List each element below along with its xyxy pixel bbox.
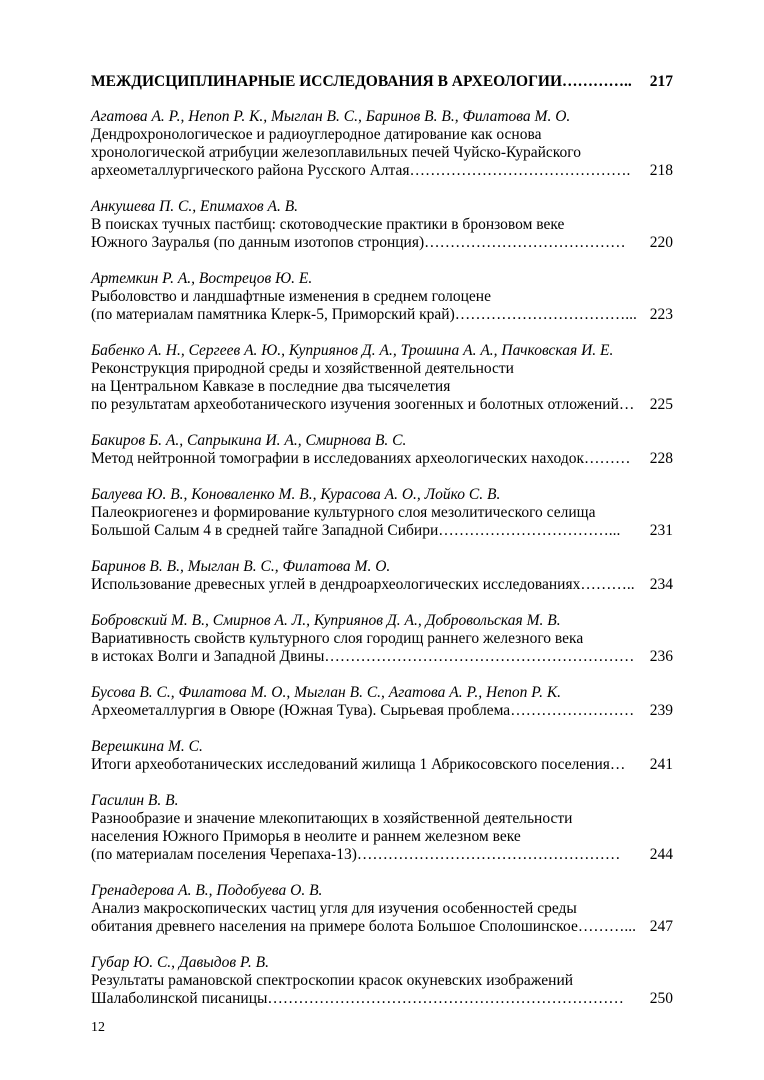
toc-entry [91, 882, 673, 936]
toc-entry [91, 738, 673, 774]
entry-page-number: 239 [649, 702, 673, 719]
entry-title-line: Результаты рамановской спектроскопии красок окуневских изображений [91, 972, 574, 989]
entry-authors: Агатова А. Р., Непоп Р. К., Мыглан В. С., Баринов В. В., Филатова М. О. [91, 108, 571, 125]
toc-entry [91, 792, 673, 864]
entry-authors: Баринов В. В., Мыглан В. С., Филатова М. О. [91, 558, 391, 575]
entry-page-number: 234 [649, 576, 673, 593]
entry-page-number: 247 [649, 918, 673, 935]
entry-title-line: на Центральном Кавказе в последние два тысячелетия [91, 378, 451, 395]
entry-authors: Гренадерова А. В., Подобуева О. В. [91, 882, 323, 899]
entry-title-line: Анализ макроскопических частиц угля для изучения особенностей среды [91, 900, 577, 917]
entry-authors: Гасилин В. В. [91, 792, 179, 809]
section-title: МЕЖДИСЦИПЛИНАРНЫЕ ИССЛЕДОВАНИЯ В АРХЕОЛОГИИ………….. [91, 73, 632, 90]
toc-entry [91, 486, 673, 540]
footer-page-number: 12 [91, 1020, 105, 1035]
entry-title-line: Вариативность свойств культурного слоя городищ раннего железного века [91, 630, 584, 647]
entry-page-number: 250 [649, 990, 673, 1007]
entry-title-line: (по материалам поселения Черепаха-13)…………………………………………… [91, 846, 621, 863]
entry-title-line: Большой Салым 4 в средней тайге Западной Сибири……………………………... [91, 522, 621, 539]
entry-title-line: населения Южного Приморья в неолите и раннем железном веке [91, 828, 521, 845]
entry-page-number: 236 [649, 648, 673, 665]
entry-title-line: (по материалам памятника Клерк-5, Приморский край)……………………………... [91, 306, 637, 323]
entry-page-number: 225 [649, 396, 673, 413]
entry-authors: Бусова В. С., Филатова М. О., Мыглан В. С., Агатова А. Р., Непоп Р. К. [91, 684, 562, 701]
entry-title-line: Южного Зауралья (по данным изотопов стронция)………………………………… [91, 234, 626, 251]
entry-title-line: археометаллургического района Русского Алтая……………………………………. [91, 162, 631, 179]
toc-entry [91, 612, 673, 666]
entry-title-line: В поисках тучных пастбищ: скотоводческие практики в бронзовом веке [91, 216, 565, 233]
toc-entry [91, 432, 673, 468]
entry-title-line: Реконструкция природной среды и хозяйственной деятельности [91, 360, 514, 377]
section-heading [91, 72, 673, 92]
entry-title-line: Итоги археоботанических исследований жилища 1 Абрикосовского поселения… [91, 756, 626, 773]
entry-authors: Анкушева П. С., Епимахов А. В. [91, 198, 299, 215]
toc-entry [91, 684, 673, 720]
entry-page-number: 231 [649, 522, 673, 539]
entry-title-line: Палеокриогенез и формирование культурного слоя мезолитического селища [91, 504, 596, 521]
entry-title-line: Использование древесных углей в дендроархеологических исследованиях……….. [91, 576, 635, 593]
toc-entries [91, 108, 673, 1026]
entry-title-line: Археометаллургия в Овюре (Южная Тува). Сырьевая проблема…………………… [91, 702, 635, 719]
toc-entry [91, 558, 673, 594]
entry-title-line: хронологической атрибуции железоплавильных печей Чуйско-Курайского [91, 144, 581, 161]
entry-title-line: Рыболовство и ландшафтные изменения в среднем голоцене [91, 288, 491, 305]
entry-page-number: 218 [649, 162, 673, 179]
entry-authors: Бабенко А. Н., Сергеев А. Ю., Куприянов Д. А., Трошина А. А., Пачковская И. Е. [91, 342, 614, 359]
section-page-number: 217 [649, 73, 673, 90]
toc-entry [91, 954, 673, 1008]
entry-page-number: 244 [649, 846, 673, 863]
toc-entry [91, 270, 673, 324]
entry-authors: Балуева Ю. В., Коноваленко М. В., Курасова А. О., Лойко С. В. [91, 486, 501, 503]
entry-title-line: Метод нейтронной томографии в исследованиях археологических находок……… [91, 450, 631, 467]
entry-authors: Губар Ю. С., Давыдов Р. В. [91, 954, 269, 971]
entry-title-line: Дендрохронологическое и радиоуглеродное датирование как основа [91, 126, 542, 143]
entry-title-line: Шалаболинской писаницы…………………………………………………………… [91, 990, 624, 1007]
entry-page-number: 228 [649, 450, 673, 467]
entry-page-number: 220 [649, 234, 673, 251]
toc-entry [91, 108, 673, 180]
entry-authors: Верешкина М. С. [91, 738, 203, 755]
entry-authors: Бобровский М. В., Смирнов А. Л., Куприянов Д. А., Добровольская М. В. [91, 612, 561, 629]
entry-title-line: в истоках Волги и Западной Двины…………………………………………………… [91, 648, 635, 665]
entry-authors: Бакиров Б. А., Сапрыкина И. А., Смирнова В. С. [91, 432, 407, 449]
toc-entry [91, 198, 673, 252]
entry-page-number: 223 [649, 306, 673, 323]
entry-title-line: по результатам археоботанического изучения зоогенных и болотных отложений… [91, 396, 635, 413]
entry-authors: Артемкин Р. А., Вострецов Ю. Е. [91, 270, 313, 287]
toc-entry [91, 342, 673, 414]
entry-page-number: 241 [649, 756, 673, 773]
entry-title-line: Разнообразие и значение млекопитающих в хозяйственной деятельности [91, 810, 573, 827]
entry-title-line: обитания древнего населения на примере болота Большое Сполошинское………... [91, 918, 636, 935]
